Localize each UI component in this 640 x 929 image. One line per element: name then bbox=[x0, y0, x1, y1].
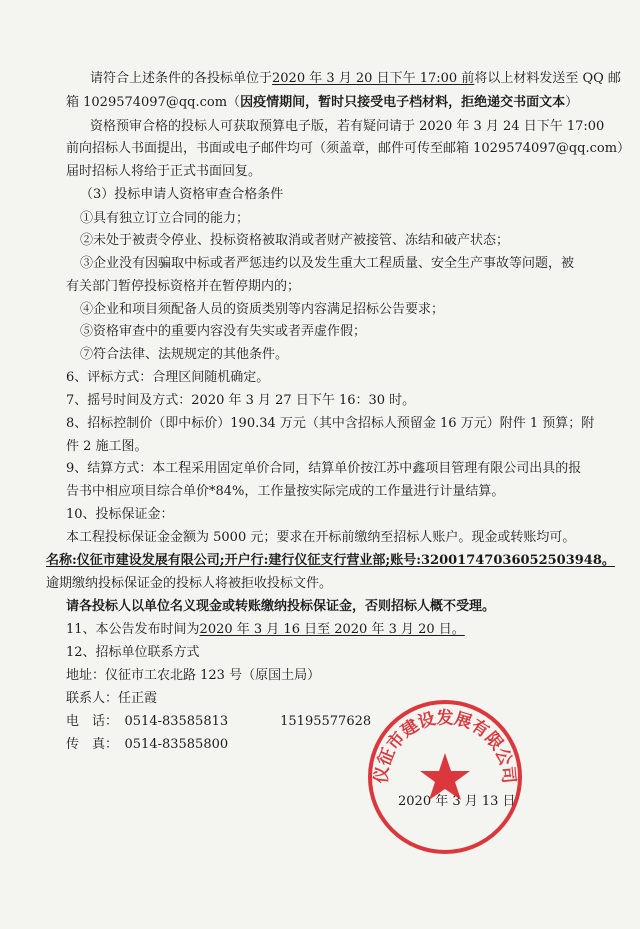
text-span: ） bbox=[565, 95, 579, 110]
text-span: 箱 1029574097@qq.com（ bbox=[66, 95, 241, 110]
para-submit-line2 bbox=[66, 94, 640, 112]
para-query-line2: 前向招标人书面提出，书面或电子邮件均可（须盖章，邮件可传至邮箱 1029574097@qq.com） bbox=[66, 141, 631, 156]
section-9-line1: 9、结算方式：本工程采用固定单价合同，结算单价按江苏中鑫项目管理有限公司出具的报 bbox=[66, 461, 582, 476]
seal-text: 仪征市建设发展有限公司 bbox=[371, 708, 519, 785]
fax: 传 真： 0514-83585800 bbox=[66, 737, 229, 752]
bold-notice: 因疫情期间，暂时只接受电子档材料，拒绝递交书面文本 bbox=[240, 95, 566, 110]
condition-5: ⑤资格审查中的重要内容没有失实或者弄虚作假； bbox=[80, 324, 367, 339]
publish-period: 2020 年 3 月 16 日至 2020 年 3 月 20 日。 bbox=[199, 622, 465, 637]
deposit-late: 逾期缴纳投标保证金的投标人将被拒收投标文件。 bbox=[46, 576, 333, 591]
section-8-line1: 8、招标控制价（即中标价）190.34 万元（其中含招标人预留金 16 万元）附件 1 预算；附 bbox=[66, 416, 595, 431]
seal-star-icon bbox=[420, 753, 470, 800]
para-query-line3: 届时招标人将给于正式书面回复。 bbox=[66, 164, 262, 179]
section-7: 7、摇号时间及方式：2020 年 3 月 27 日下午 16：30 时。 bbox=[66, 393, 416, 408]
deposit-amount: 本工程投标保证金金额为 5000 元；要求在开标前缴纳至招标人账户。现金或转账均可。 bbox=[66, 530, 576, 545]
section-3-heading: （3）投标申请人资格审查合格条件 bbox=[80, 187, 284, 202]
deposit-account: 名称:仪征市建设发展有限公司;开户行:建行仪征支行营业部;账号:32001747036052503948。 bbox=[46, 553, 615, 568]
text-span: 11、本公告发布时间为 bbox=[66, 622, 200, 637]
condition-4: ④企业和项目须配备人员的资质类别等内容满足招标公告要求； bbox=[80, 302, 445, 317]
deadline-date: 2020 年 3 月 20 日下午 17:00 前 bbox=[272, 71, 475, 86]
text-span: 将以上材料发送至 QQ 邮 bbox=[474, 71, 621, 86]
section-12: 12、招标单位联系方式 bbox=[66, 645, 200, 660]
para-submit-line1 bbox=[90, 70, 640, 88]
condition-2: ②未处于被责令停业、投标资格被取消或者财产被接管、冻结和破产状态； bbox=[80, 233, 510, 248]
para-query-line1: 资格预审合格的投标人可获取预算电子版，若有疑问请于 2020 年 3 月 24 日下午 17:00 bbox=[90, 119, 605, 134]
deposit-requirement: 请各投标人以单位名义现金或转账缴纳投标保证金，否则招标人概不受理。 bbox=[66, 599, 496, 614]
company-seal bbox=[365, 697, 525, 857]
telephone: 电 话： 0514-83585813 15195577628 bbox=[66, 714, 372, 729]
notice-date: 2020 年 3 月 13 日 bbox=[398, 794, 516, 809]
condition-1: ①具有独立订立合同的能力； bbox=[80, 211, 250, 226]
condition-3-line2: 有关部门暂停投标资格并在暂停期内的； bbox=[66, 279, 301, 294]
section-11 bbox=[66, 621, 640, 639]
section-8-line2: 件 2 施工图。 bbox=[66, 439, 148, 454]
section-10-heading: 10、投标保证金： bbox=[66, 507, 174, 522]
section-6: 6、评标方式：合理区间随机确定。 bbox=[66, 370, 270, 385]
address: 地址：仪征市工农北路 123 号（原国土局） bbox=[66, 668, 321, 683]
section-9-line2: 告书中相应项目综合单价*84%，工作量按实际完成的工作量进行计量结算。 bbox=[66, 484, 505, 499]
condition-6: ⑦符合法律、法规规定的其他条件。 bbox=[80, 347, 289, 362]
contact-person: 联系人：任正霞 bbox=[66, 691, 158, 706]
condition-3-line1: ③企业没有因骗取中标或者严惩违约以及发生重大工程质量、安全生产事故等问题，被 bbox=[80, 256, 575, 271]
text-span: 请符合上述条件的各投标单位于 bbox=[90, 71, 273, 86]
